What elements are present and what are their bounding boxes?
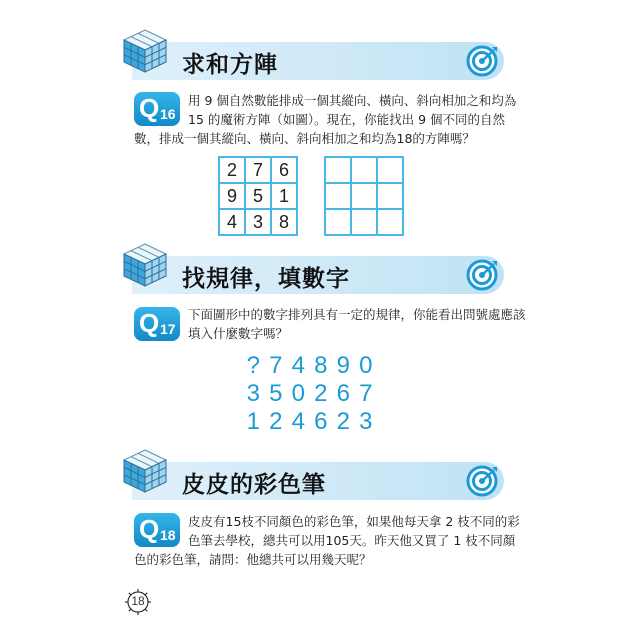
- magic-square: [218, 156, 298, 236]
- number-cell: 0: [359, 352, 373, 379]
- q18-line-2: 色筆去學校，總共可以用105天。昨天他又買了 1 枝不同顏: [188, 533, 516, 548]
- q-letter: Q: [139, 93, 160, 123]
- q18-badge: [134, 513, 180, 547]
- empty-cell[interactable]: [351, 157, 377, 183]
- q-number: 17: [160, 321, 176, 337]
- q16-line-3: 數，排成一個其縱向、橫向、斜向相加之和均為18的方陣嗎？: [134, 131, 475, 146]
- q18-line-1: 皮皮有15枝不同顏色的彩色筆，如果他每天拿 2 枝不同的彩: [188, 514, 520, 529]
- grid-cell: 5: [245, 183, 271, 209]
- empty-cell[interactable]: [377, 183, 403, 209]
- empty-cell[interactable]: [325, 209, 351, 235]
- section-title: 求和方陣: [182, 52, 278, 78]
- number-cell: 9: [336, 352, 350, 379]
- grid-cell: 1: [271, 183, 297, 209]
- cube-icon: [120, 240, 170, 290]
- q-letter: Q: [139, 308, 160, 338]
- number-cell: 0: [291, 380, 305, 407]
- grid-cell: 3: [245, 209, 271, 235]
- q16-line-2: 15 的魔術方陣（如圖）。現在，你能找出 9 個不同的自然: [188, 112, 506, 127]
- q17-line-1: 下面圖形中的數字排列具有一定的規律，你能看出問號處應該: [188, 307, 526, 322]
- section-header-3: [132, 462, 504, 500]
- q16-badge: [134, 92, 180, 126]
- section-title: 皮皮的彩色筆: [182, 472, 326, 498]
- target-icon: [466, 259, 498, 291]
- grid-cell: 7: [245, 157, 271, 183]
- number-cell: 1: [246, 408, 260, 435]
- number-cell: 7: [269, 352, 283, 379]
- empty-cell[interactable]: [325, 157, 351, 183]
- q17-line-2: 填入什麼數字嗎？: [188, 326, 289, 341]
- empty-cell[interactable]: [377, 157, 403, 183]
- number-row-2: [242, 380, 377, 408]
- number-cell: 2: [314, 380, 328, 407]
- number-cell: 6: [336, 380, 350, 407]
- cube-icon: [120, 26, 170, 76]
- grid-cell: 2: [219, 157, 245, 183]
- empty-cell[interactable]: [351, 209, 377, 235]
- cube-icon: [120, 446, 170, 496]
- q17-badge: [134, 307, 180, 341]
- q-number: 16: [160, 106, 176, 122]
- number-cell: 4: [291, 352, 305, 379]
- page-number: [124, 588, 152, 616]
- number-cell: 3: [246, 380, 260, 407]
- grid-cell: 6: [271, 157, 297, 183]
- grid-cell: 9: [219, 183, 245, 209]
- number-cell: 2: [269, 408, 283, 435]
- number-cell: 4: [291, 408, 305, 435]
- q-number: 18: [160, 527, 176, 543]
- grid-cell: 4: [219, 209, 245, 235]
- number-cell: 8: [314, 352, 328, 379]
- number-cell: 5: [269, 380, 283, 407]
- target-icon: [466, 465, 498, 497]
- empty-cell[interactable]: [377, 209, 403, 235]
- number-cell: 3: [359, 408, 373, 435]
- number-cell: 6: [314, 408, 328, 435]
- target-icon: [466, 45, 498, 77]
- page-number-text: 18: [131, 594, 145, 608]
- number-cell: 7: [359, 380, 373, 407]
- empty-square: [324, 156, 404, 236]
- section-header-2: [132, 256, 504, 294]
- q16-line-1: 用 9 個自然數能排成一個其縱向、橫向、斜向相加之和均為: [188, 93, 517, 108]
- number-row-1: [242, 352, 377, 380]
- q18-line-3: 色的彩色筆，請問：他總共可以用幾天呢？: [134, 552, 372, 567]
- q-letter: Q: [139, 514, 160, 544]
- empty-cell[interactable]: [351, 183, 377, 209]
- number-cell: ?: [246, 352, 260, 379]
- grid-cell: 8: [271, 209, 297, 235]
- number-row-3: [242, 408, 377, 436]
- empty-cell[interactable]: [325, 183, 351, 209]
- number-cell: 2: [336, 408, 350, 435]
- section-title: 找規律，填數字: [182, 266, 350, 292]
- section-header-1: [132, 42, 504, 80]
